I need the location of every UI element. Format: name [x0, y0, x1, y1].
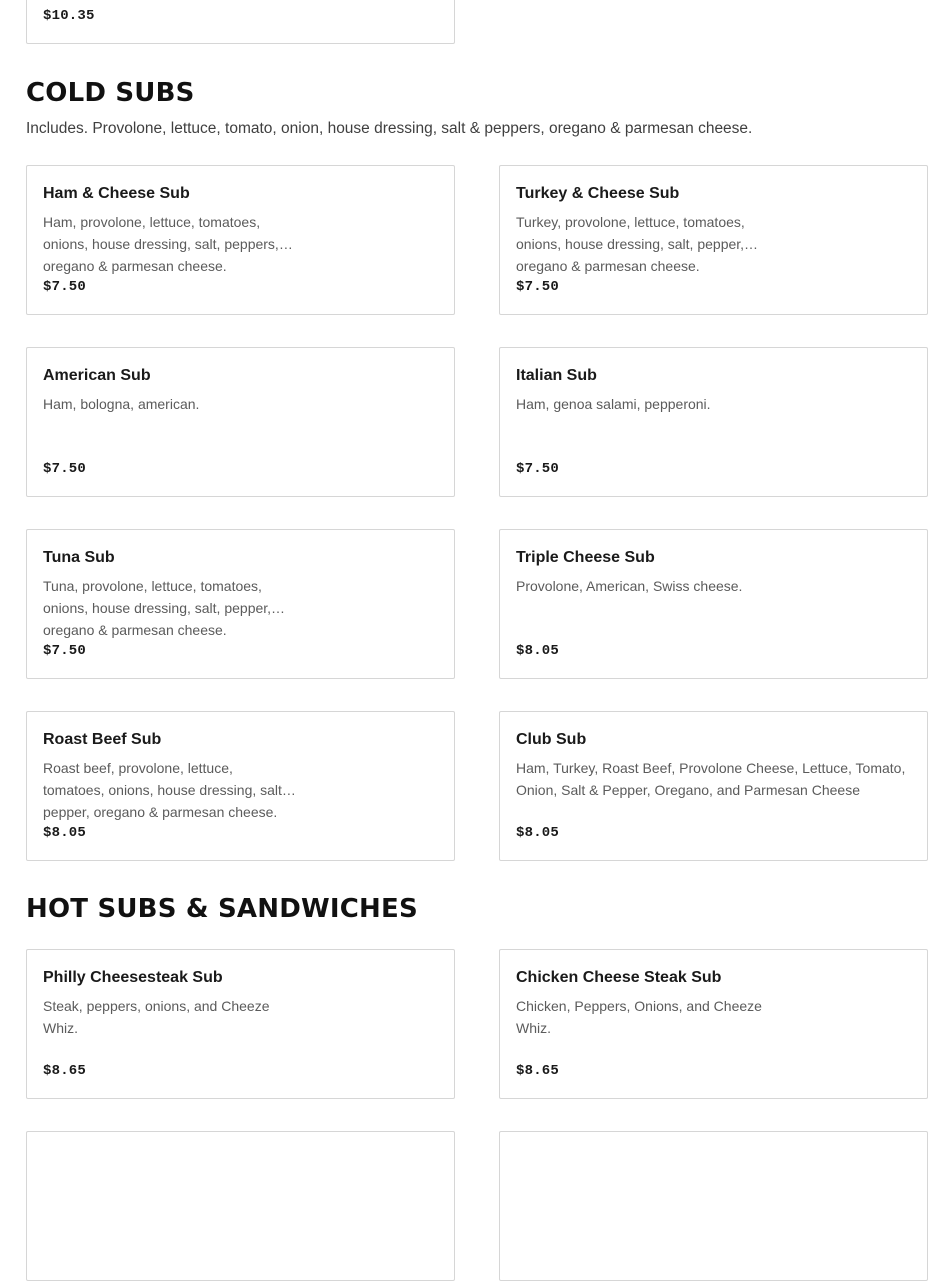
menu-item-american-sub[interactable]: [26, 347, 455, 497]
item-description: Turkey, provolone, lettuce, tomatoes, onions, house dressing, salt, pepper, oregano & parmesan cheese.: [516, 214, 745, 274]
item-name: Club Sub: [516, 731, 587, 748]
item-name: Turkey & Cheese Sub: [516, 185, 680, 202]
menu-item-card[interactable]: [26, 1131, 455, 1281]
item-name: American Sub: [43, 367, 151, 384]
item-price: $8.05: [43, 825, 87, 841]
item-description: Ham, bologna, american.: [43, 396, 200, 412]
item-price: $7.50: [43, 461, 87, 477]
menu-item-chicken-cheese-steak-sub[interactable]: [499, 949, 928, 1099]
item-description: Tuna, provolone, lettuce, tomatoes, onions, house dressing, salt, pepper, oregano & parmesan cheese.: [43, 578, 272, 638]
menu-item-roast-beef-sub[interactable]: [26, 711, 455, 861]
menu-item-club-sub[interactable]: [499, 711, 928, 861]
item-price: $8.65: [43, 1063, 87, 1079]
item-name: Chicken Cheese Steak Sub: [516, 969, 722, 986]
section-title-hot-subs: HOT SUBS & SANDWICHES: [26, 894, 418, 924]
section-title-cold-subs: COLD SUBS: [26, 78, 195, 108]
menu-item-philly-cheesesteak-sub[interactable]: [26, 949, 455, 1099]
menu-item-triple-cheese-sub[interactable]: [499, 529, 928, 679]
item-price: $8.65: [516, 1063, 560, 1079]
item-description: Chicken, Peppers, Onions, and Cheeze Whiz.: [516, 998, 762, 1036]
item-description: Ham, provolone, lettuce, tomatoes, onions, house dressing, salt, peppers, oregano & parmesan cheese.: [43, 214, 279, 274]
item-name: Philly Cheesesteak Sub: [43, 969, 223, 986]
item-price: $7.50: [516, 279, 560, 295]
menu-item-turkey-cheese-sub[interactable]: [499, 165, 928, 315]
item-price: $7.50: [516, 461, 560, 477]
item-name: Italian Sub: [516, 367, 597, 384]
item-price: $10.35: [43, 8, 95, 24]
item-name: Tuna Sub: [43, 549, 115, 566]
item-price: $7.50: [43, 279, 87, 295]
menu-item-italian-sub[interactable]: [499, 347, 928, 497]
item-description: Ham, genoa salami, pepperoni.: [516, 396, 711, 412]
item-description: Provolone, American, Swiss cheese.: [516, 578, 743, 594]
item-price: $8.05: [516, 643, 560, 659]
menu-item-card[interactable]: [26, 0, 455, 44]
menu-item-card[interactable]: [499, 1131, 928, 1281]
menu-item-ham-cheese-sub[interactable]: [26, 165, 455, 315]
section-description-cold-subs: Includes. Provolone, lettuce, tomato, onion, house dressing, salt & peppers, oregano & parmesan cheese.: [26, 120, 753, 137]
item-price: $8.05: [516, 825, 560, 841]
menu-item-tuna-sub[interactable]: [26, 529, 455, 679]
item-price: $7.50: [43, 643, 87, 659]
item-name: Ham & Cheese Sub: [43, 185, 190, 202]
item-name: Triple Cheese Sub: [516, 549, 655, 566]
item-description: Steak, peppers, onions, and Cheeze Whiz.: [43, 998, 270, 1036]
item-description: Roast beef, provolone, lettuce, tomatoes, onions, house dressing, salt, pepper, oregano & parmesan cheese.: [43, 760, 286, 820]
item-name: Roast Beef Sub: [43, 731, 162, 748]
item-description: Ham, Turkey, Roast Beef, Provolone Cheese, Lettuce, Tomato, Onion, Salt & Pepper, Oregano, and Parmesan Cheese: [516, 760, 906, 798]
